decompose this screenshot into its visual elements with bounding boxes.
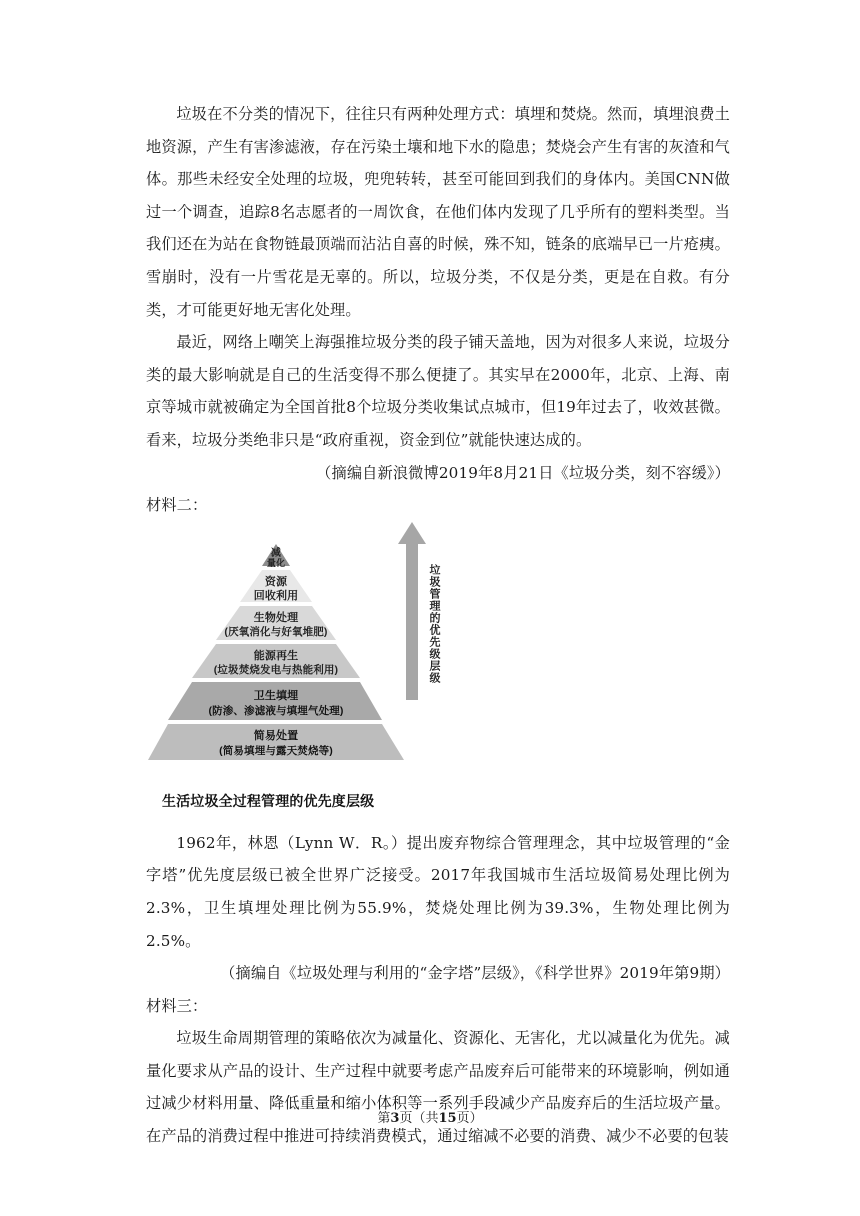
level-label-5b: (防渗、渗滤液与填埋气处理) <box>208 704 344 717</box>
paragraph-3: 1962年，林恩（Lynn W．R。）提出废弃物综合管理理念，其中垃圾管理的“金字塔”优先度层级已被全世界广泛接受。2017年我国城市生活垃圾简易处理比例为2.3%，卫生填埋处理比例为55.9%，焚烧处理比例为39.3%，生物处理比例为2.5%。 <box>146 833 730 950</box>
level-label-2b: 回收利用 <box>253 589 299 602</box>
footer-total-pages: 15 <box>438 1111 457 1126</box>
material-3-label: 材料三： <box>146 996 208 1015</box>
level-label-4b: (垃圾焚烧发电与热能利用) <box>213 663 339 676</box>
level-label-6b: (简易填埋与露天焚烧等) <box>219 744 333 757</box>
footer-page-number: 3 <box>390 1111 400 1126</box>
pyramid-diagram <box>146 522 730 827</box>
material-2-label: 材料二： <box>146 496 208 515</box>
level-label-1a: 减 <box>270 547 282 559</box>
body-text <box>146 98 730 1153</box>
paragraph-2: 最近，网络上嘲笑上海强推垃圾分类的段子铺天盖地，因为对很多人来说，垃圾分类的最大影响就是自己的生活变得不那么便捷了。其实早在2000年，北京、上海、南京等城市就被确定为全国首批8个垃圾分类收集试点城市，但19年过去了，收效甚微。看来，垃圾分类绝非只是“政府重视，资金到位”就能快速达成的。 <box>146 333 730 449</box>
footer-pre: 第 <box>377 1111 391 1126</box>
footer-post: 页） <box>456 1111 483 1126</box>
source-citation-1: （摘编自新浪微博2019年8月21日《垃圾分类，刻不容缓》） <box>316 463 730 482</box>
paragraph-4: 垃圾生命周期管理的策略依次为减量化、资源化、无害化，尤以减量化为优先。减量化要求从产品的设计、生产过程中就要考虑产品废弃后可能带来的环境影响，例如通过减少材料用量、降低重量和缩小体积等一系列手段减少产品废弃后的生活垃圾产量。在产品的消费过程中推进可持续消费模式，通过缩减不必要的消费、减少不必要的包装 <box>146 1029 730 1146</box>
footer-mid: 页（共 <box>399 1111 439 1126</box>
level-label-1b: 量化 <box>266 557 286 568</box>
paragraph-1: 垃圾在不分类的情况下，往往只有两种处理方式：填埋和焚烧。然而，填埋浪费土地资源，产生有害渗滤液，存在污染土壤和地下水的隐患；焚烧会产生有害的灰渣和气体。那些未经安全处理的垃圾，兜兜转转，甚至可能回到我们的身体内。美国CNN做过一个调查，追踪8名志愿者的一周饮食，在他们体内发现了几乎所有的塑料类型。当我们还在为站在食物链最顶端而沾沾自喜的时候，殊不知，链条的底端早已一片疮痍。雪崩时，没有一片雪花是无辜的。所以，垃圾分类，不仅是分类，更是在自救。有分类，才可能更好地无害化处理。 <box>146 105 730 319</box>
level-label-5a: 卫生填埋 <box>253 689 299 702</box>
pyramid-figure <box>146 522 730 827</box>
arrow-label: 垃圾管理的优先级层级 <box>428 563 440 684</box>
page-footer <box>0 1107 860 1126</box>
level-label-2a: 资源 <box>264 575 288 588</box>
source-citation-2: （摘编自《垃圾处理与利用的“金字塔”层级》，《科学世界》2019年第9期） <box>220 964 730 983</box>
level-label-6a: 简易处置 <box>253 729 299 742</box>
figure-caption: 生活垃圾全过程管理的优先度层级 <box>162 792 375 809</box>
level-label-3b: (厌氧消化与好氧堆肥) <box>224 625 328 638</box>
level-label-3a: 生物处理 <box>253 611 299 624</box>
level-label-4a: 能源再生 <box>253 649 299 662</box>
priority-arrow-icon <box>398 522 426 700</box>
